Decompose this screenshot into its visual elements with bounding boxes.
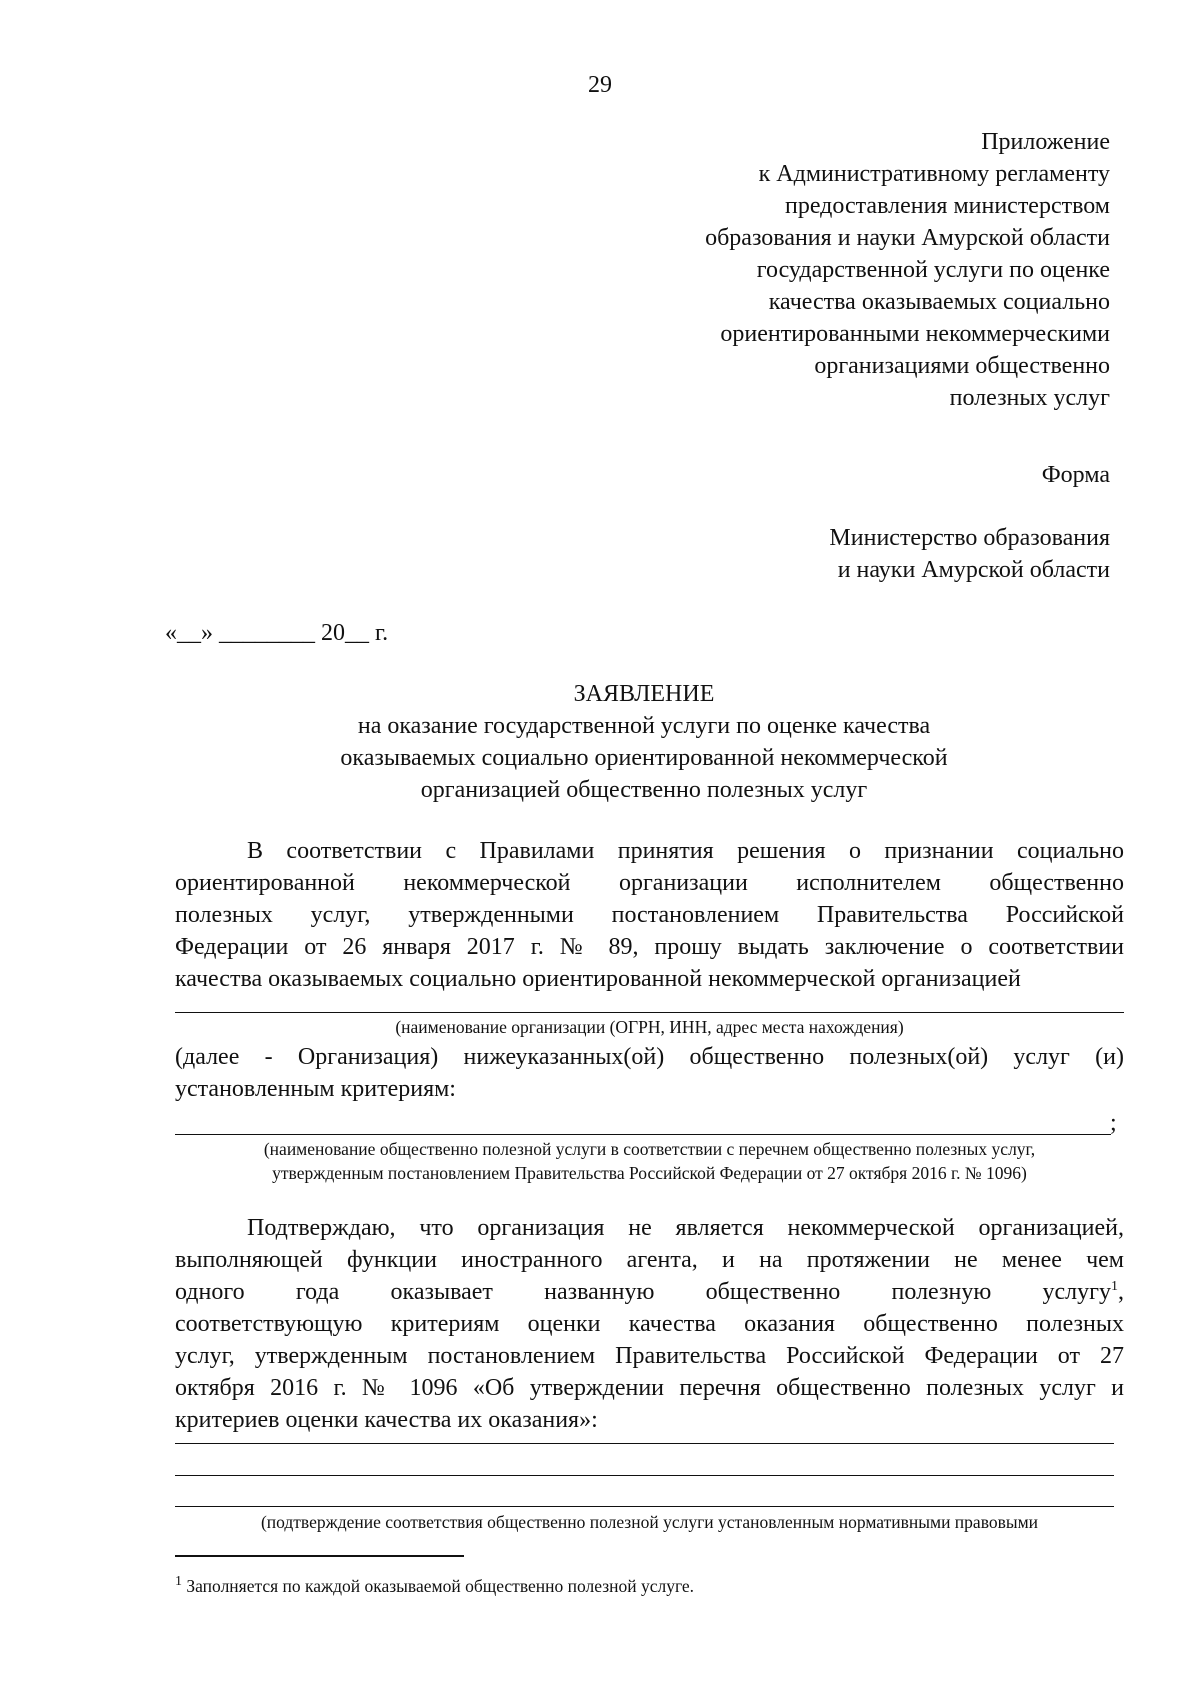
footnote-reference[interactable]: 1 xyxy=(1111,1279,1118,1294)
paragraph-criteria xyxy=(175,1041,1124,1105)
confirmation-fill-line[interactable] xyxy=(175,1475,1114,1476)
appendix-line: полезных услуг xyxy=(949,385,1110,411)
caption-organization: (наименование организации (ОГРН, ИНН, адрес места нахождения) xyxy=(395,1017,904,1037)
paragraph-line: (далее - Организация) нижеуказанных(ой) общественно полезных(ой) услуг (и) xyxy=(175,1044,1124,1070)
paragraph-confirmation xyxy=(175,1212,1124,1436)
paragraph-line: выполняющей функции иностранного агента, и на протяжении не менее чем xyxy=(175,1247,1124,1273)
appendix-line: государственной услуги по оценке xyxy=(756,257,1110,283)
appendix-line: образования и науки Амурской области xyxy=(705,225,1110,251)
confirmation-fill-line[interactable] xyxy=(175,1443,1114,1444)
paragraph-line: Подтверждаю, что организация не является некоммерческой организацией, xyxy=(247,1215,1124,1241)
paragraph-line: полезных услуг, утвержденными постановлением Правительства Российской xyxy=(175,902,1124,928)
paragraph-line-with-footnote xyxy=(175,1276,1124,1308)
paragraph-line: качества оказываемых социально ориентированной некоммерческой организацией xyxy=(175,966,1021,992)
appendix-line: предоставления министерством xyxy=(785,193,1110,219)
footnote-separator xyxy=(175,1555,464,1557)
document-title xyxy=(0,678,1200,806)
appendix-line: ориентированными некоммерческими xyxy=(720,321,1110,347)
paragraph-line: В соответствии с Правилами принятия решения о признании социально xyxy=(247,838,1124,864)
addressee-line: Министерство образования xyxy=(829,525,1110,551)
paragraph-line: Федерации от 26 января 2017 г. № 89, прошу выдать заключение о соответствии xyxy=(175,934,1124,960)
appendix-line: к Административному регламенту xyxy=(758,161,1110,187)
page-number: 29 xyxy=(588,72,612,98)
caption-service xyxy=(175,1137,1124,1185)
caption-line: (наименование общественно полезной услуги в соответствии с перечнем общественно полезных услуг, xyxy=(263,1139,1036,1159)
appendix-line: качества оказываемых социально xyxy=(768,289,1110,315)
paragraph-line: критериев оценки качества их оказания»: xyxy=(175,1407,598,1433)
footnote-mark: 1 xyxy=(175,1574,182,1590)
caption-confirmation: (подтверждение соответствия общественно полезной услуги установленным нормативными правовыми xyxy=(260,1512,1039,1532)
caption-line: утвержденным постановлением Правительства Российской Федерации от 27 октября 2016 г. № 1096) xyxy=(272,1163,1027,1183)
date-line: «__» ________ 20__ г. xyxy=(165,620,389,646)
confirmation-fill-line[interactable] xyxy=(175,1506,1114,1507)
addressee-block xyxy=(829,522,1110,586)
title-line: организацией общественно полезных услуг xyxy=(420,777,868,803)
paragraph-line: услуг, утвержденным постановлением Правительства Российской Федерации от 27 xyxy=(175,1343,1124,1369)
appendix-block xyxy=(550,126,1110,414)
paragraph-line: соответствующую критериям оценки качества оказания общественно полезных xyxy=(175,1311,1124,1337)
paragraph-request xyxy=(175,835,1124,995)
form-label: Форма xyxy=(1041,462,1110,488)
addressee-line: и науки Амурской области xyxy=(837,557,1110,583)
appendix-line: Приложение xyxy=(981,129,1110,155)
title-heading: ЗАЯВЛЕНИЕ xyxy=(573,681,715,707)
footnote xyxy=(175,1576,694,1597)
service-name-fill-line[interactable] xyxy=(175,1134,1111,1135)
paragraph-line: установленным критериям: xyxy=(175,1076,456,1102)
footnote-text: Заполняется по каждой оказываемой общественно полезной услуге. xyxy=(182,1576,695,1596)
paragraph-line: октября 2016 г. № 1096 «Об утверждении перечня общественно полезных услуг и xyxy=(175,1375,1124,1401)
title-line: на оказание государственной услуги по оценке качества xyxy=(357,713,931,739)
title-line: оказываемых социально ориентированной некоммерческой xyxy=(340,745,948,771)
appendix-line: организациями общественно xyxy=(814,353,1110,379)
paragraph-line: ориентированной некоммерческой организации исполнителем общественно xyxy=(175,870,1124,896)
semicolon: ; xyxy=(1110,1110,1117,1136)
paragraph-text: одного года оказывает названную общественно полезную услугу xyxy=(175,1279,1111,1305)
org-name-fill-line[interactable] xyxy=(175,1012,1124,1013)
paragraph-text: , xyxy=(1118,1279,1124,1305)
